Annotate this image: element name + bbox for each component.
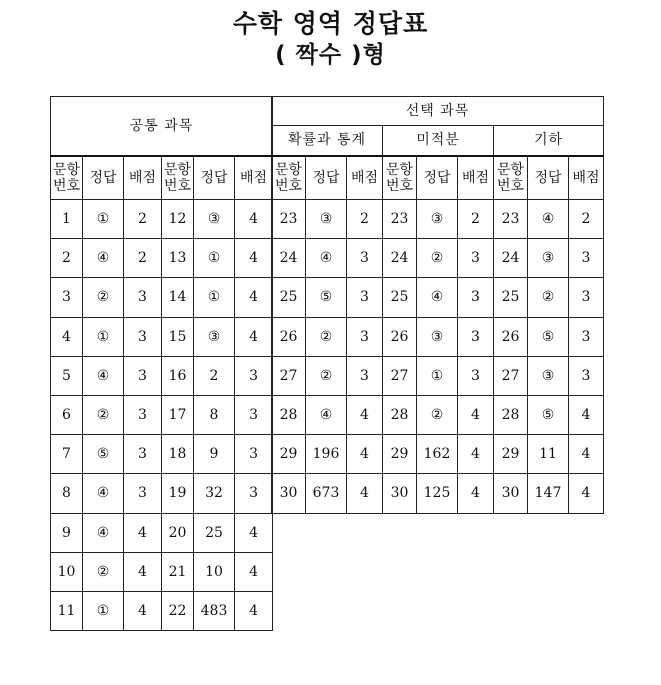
answer-cell: 196 — [306, 435, 347, 474]
answer-cell: ① — [83, 317, 124, 356]
answer-cell: ② — [83, 395, 124, 434]
question-number-cell: 28 — [383, 395, 417, 434]
points-cell: 4 — [124, 591, 162, 630]
points-cell: 3 — [458, 278, 494, 317]
table-row — [51, 317, 273, 356]
column-header-answer: 정답 — [83, 156, 124, 200]
common-subject-header: 공통 과목 — [51, 97, 273, 156]
answer-cell: ① — [194, 278, 235, 317]
question-number-cell: 28 — [272, 395, 306, 434]
answer-cell: ③ — [417, 317, 458, 356]
answer-cell: ② — [417, 395, 458, 434]
points-cell: 4 — [347, 474, 383, 513]
column-header-points: 배점 — [569, 156, 604, 200]
question-number-cell: 25 — [272, 278, 306, 317]
points-cell: 3 — [124, 356, 162, 395]
answer-cell: 162 — [417, 435, 458, 474]
column-header-answer: 정답 — [306, 156, 347, 200]
answer-cell: ④ — [83, 356, 124, 395]
question-number-cell: 17 — [162, 395, 194, 434]
question-number-cell: 6 — [51, 395, 83, 434]
points-cell: 3 — [124, 395, 162, 434]
question-number-cell: 9 — [51, 513, 83, 552]
question-number-cell: 27 — [272, 356, 306, 395]
question-number-cell: 13 — [162, 239, 194, 278]
question-number-cell: 26 — [494, 317, 528, 356]
question-number-cell: 4 — [51, 317, 83, 356]
answer-cell: ④ — [417, 278, 458, 317]
column-header-question-number: 문항번호 — [383, 156, 417, 200]
common-subject-table — [50, 96, 273, 631]
table-row — [272, 356, 604, 395]
answer-cell: ④ — [83, 239, 124, 278]
points-cell: 4 — [458, 435, 494, 474]
points-cell: 4 — [569, 474, 604, 513]
question-number-cell: 27 — [494, 356, 528, 395]
points-cell: 4 — [124, 552, 162, 591]
answer-cell: ② — [306, 317, 347, 356]
question-number-cell: 10 — [51, 552, 83, 591]
table-row — [51, 356, 273, 395]
column-header-points: 배점 — [458, 156, 494, 200]
points-cell: 4 — [235, 317, 273, 356]
answer-cell: ① — [83, 591, 124, 630]
answer-cell: ④ — [83, 474, 124, 513]
question-number-cell: 24 — [494, 239, 528, 278]
column-header-question-number: 문항번호 — [272, 156, 306, 200]
points-cell: 3 — [235, 395, 273, 434]
column-header-points: 배점 — [235, 156, 273, 200]
answer-cell: ③ — [528, 356, 569, 395]
elective-subject-header: 선택 과목 — [272, 97, 604, 126]
question-number-cell: 28 — [494, 395, 528, 434]
table-row — [51, 395, 273, 434]
column-header-question-number: 문항번호 — [162, 156, 194, 200]
column-header-question-number: 문항번호 — [494, 156, 528, 200]
points-cell: 3 — [347, 317, 383, 356]
column-header-question-number: 문항번호 — [51, 156, 83, 200]
points-cell: 4 — [235, 513, 273, 552]
answer-cell: ⑤ — [528, 395, 569, 434]
points-cell: 3 — [569, 239, 604, 278]
answer-cell: ③ — [528, 239, 569, 278]
points-cell: 4 — [235, 591, 273, 630]
points-cell: 3 — [458, 356, 494, 395]
question-number-cell: 2 — [51, 239, 83, 278]
points-cell: 4 — [569, 395, 604, 434]
table-row — [51, 552, 273, 591]
answer-cell: 10 — [194, 552, 235, 591]
answer-cell: ② — [417, 239, 458, 278]
answer-cell: ⑤ — [83, 435, 124, 474]
points-cell: 3 — [124, 278, 162, 317]
question-number-cell: 29 — [272, 435, 306, 474]
table-row — [51, 239, 273, 278]
table-row — [272, 200, 604, 239]
answer-cell: 25 — [194, 513, 235, 552]
subject-calculus: 미적분 — [383, 126, 494, 156]
answer-cell: ④ — [306, 395, 347, 434]
points-cell: 4 — [235, 552, 273, 591]
question-number-cell: 7 — [51, 435, 83, 474]
answer-cell: 673 — [306, 474, 347, 513]
question-number-cell: 8 — [51, 474, 83, 513]
points-cell: 2 — [569, 200, 604, 239]
answer-cell: ⑤ — [528, 317, 569, 356]
table-row — [51, 435, 273, 474]
points-cell: 3 — [124, 474, 162, 513]
column-header-answer: 정답 — [417, 156, 458, 200]
column-header-answer: 정답 — [528, 156, 569, 200]
question-number-cell: 26 — [383, 317, 417, 356]
question-number-cell: 5 — [51, 356, 83, 395]
answer-cell: 147 — [528, 474, 569, 513]
table-row — [272, 239, 604, 278]
question-number-cell: 15 — [162, 317, 194, 356]
points-cell: 3 — [347, 239, 383, 278]
column-header-points: 배점 — [347, 156, 383, 200]
question-number-cell: 23 — [494, 200, 528, 239]
elective-subject-table — [271, 96, 604, 514]
points-cell: 2 — [124, 200, 162, 239]
question-number-cell: 23 — [383, 200, 417, 239]
question-number-cell: 30 — [272, 474, 306, 513]
answer-cell: ② — [528, 278, 569, 317]
points-cell: 4 — [347, 435, 383, 474]
question-number-cell: 12 — [162, 200, 194, 239]
points-cell: 3 — [569, 356, 604, 395]
answer-cell: ④ — [528, 200, 569, 239]
table-row — [51, 513, 273, 552]
question-number-cell: 16 — [162, 356, 194, 395]
answer-cell: ③ — [194, 200, 235, 239]
answer-cell: 2 — [194, 356, 235, 395]
table-row — [51, 591, 273, 630]
answer-cell: 483 — [194, 591, 235, 630]
table-row — [51, 474, 273, 513]
question-number-cell: 30 — [383, 474, 417, 513]
points-cell: 4 — [235, 200, 273, 239]
question-number-cell: 21 — [162, 552, 194, 591]
table-row — [272, 317, 604, 356]
points-cell: 4 — [235, 278, 273, 317]
subject-probability-statistics: 확률과 통계 — [272, 126, 383, 156]
page-subtitle: ( 짝수 )형 — [275, 42, 386, 68]
table-row — [272, 474, 604, 513]
points-cell: 3 — [347, 356, 383, 395]
table-row — [272, 278, 604, 317]
answer-cell: 11 — [528, 435, 569, 474]
question-number-cell: 24 — [272, 239, 306, 278]
answer-cell: ① — [417, 356, 458, 395]
table-row — [272, 435, 604, 474]
points-cell: 3 — [235, 356, 273, 395]
points-cell: 4 — [569, 435, 604, 474]
points-cell: 4 — [347, 395, 383, 434]
answer-cell: 32 — [194, 474, 235, 513]
points-cell: 4 — [458, 395, 494, 434]
points-cell: 3 — [235, 435, 273, 474]
answer-cell: 9 — [194, 435, 235, 474]
points-cell: 3 — [458, 317, 494, 356]
answer-cell: 125 — [417, 474, 458, 513]
points-cell: 3 — [569, 317, 604, 356]
question-number-cell: 22 — [162, 591, 194, 630]
points-cell: 4 — [124, 513, 162, 552]
points-cell: 3 — [124, 435, 162, 474]
answer-cell: ⑤ — [306, 278, 347, 317]
question-number-cell: 11 — [51, 591, 83, 630]
points-cell: 3 — [569, 278, 604, 317]
question-number-cell: 14 — [162, 278, 194, 317]
question-number-cell: 25 — [494, 278, 528, 317]
column-header-points: 배점 — [124, 156, 162, 200]
points-cell: 2 — [458, 200, 494, 239]
points-cell: 2 — [124, 239, 162, 278]
points-cell: 2 — [347, 200, 383, 239]
points-cell: 3 — [347, 278, 383, 317]
question-number-cell: 30 — [494, 474, 528, 513]
question-number-cell: 26 — [272, 317, 306, 356]
question-number-cell: 29 — [494, 435, 528, 474]
question-number-cell: 23 — [272, 200, 306, 239]
answer-cell: ③ — [417, 200, 458, 239]
answer-cell: ① — [194, 239, 235, 278]
table-row — [51, 278, 273, 317]
answer-cell: ① — [83, 200, 124, 239]
question-number-cell: 19 — [162, 474, 194, 513]
question-number-cell: 27 — [383, 356, 417, 395]
answer-cell: ② — [306, 356, 347, 395]
question-number-cell: 3 — [51, 278, 83, 317]
points-cell: 3 — [458, 239, 494, 278]
column-header-answer: 정답 — [194, 156, 235, 200]
table-row — [272, 395, 604, 434]
points-cell: 4 — [235, 239, 273, 278]
answer-cell: ④ — [306, 239, 347, 278]
question-number-cell: 24 — [383, 239, 417, 278]
question-number-cell: 29 — [383, 435, 417, 474]
answer-cell: ② — [83, 278, 124, 317]
answer-cell: ③ — [194, 317, 235, 356]
subject-geometry: 기하 — [494, 126, 604, 156]
question-number-cell: 20 — [162, 513, 194, 552]
answer-cell: ② — [83, 552, 124, 591]
page-title: 수학 영역 정답표 — [232, 9, 429, 38]
points-cell: 4 — [458, 474, 494, 513]
answer-cell: 8 — [194, 395, 235, 434]
question-number-cell: 18 — [162, 435, 194, 474]
question-number-cell: 25 — [383, 278, 417, 317]
points-cell: 3 — [124, 317, 162, 356]
question-number-cell: 1 — [51, 200, 83, 239]
points-cell: 3 — [235, 474, 273, 513]
answer-cell: ③ — [306, 200, 347, 239]
answer-cell: ④ — [83, 513, 124, 552]
table-row — [51, 200, 273, 239]
